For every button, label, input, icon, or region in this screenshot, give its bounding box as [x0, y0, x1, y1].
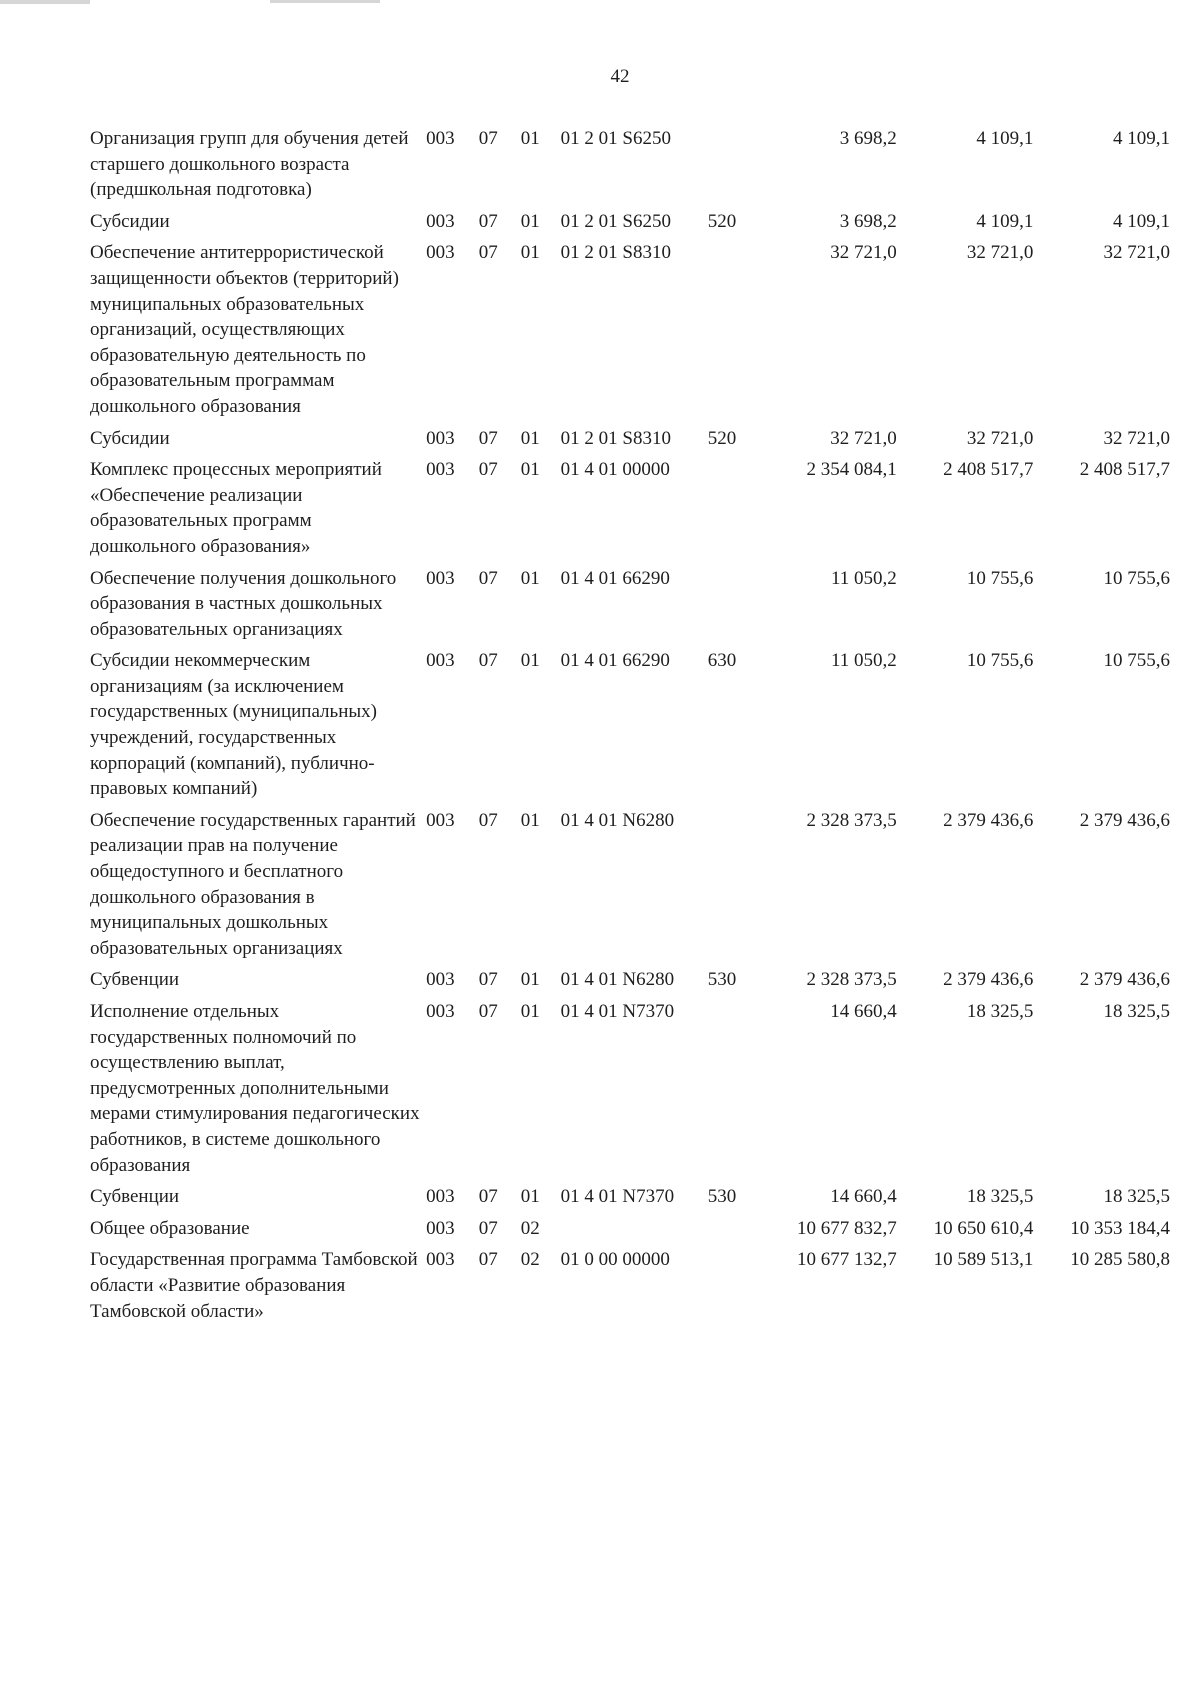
section-code: 07	[478, 1186, 498, 1208]
amount-year-3: 2 379 436,6	[1079, 969, 1170, 991]
section-code: 07	[478, 1217, 498, 1239]
row-name: Организация групп для обучения детей старшего дошкольного возраста (предшкольная подготовка)	[90, 128, 409, 201]
amount-year-3: 10 755,6	[1103, 650, 1170, 672]
amount-year-2: 10 755,6	[966, 650, 1034, 672]
subsection-code: 01	[520, 969, 540, 991]
section-code: 07	[478, 567, 498, 589]
amount-year-2: 2 379 436,6	[943, 809, 1034, 831]
amount-year-2: 4 109,1	[976, 210, 1034, 232]
amount-year-1: 3 698,2	[839, 128, 897, 149]
budget-table-body	[90, 126, 1170, 1330]
amount-year-1: 2 328 373,5	[806, 809, 897, 831]
expense-type-code	[708, 126, 761, 209]
target-article-code: 01 2 01 S6250	[560, 210, 671, 232]
subsection-code: 01	[520, 1186, 540, 1208]
section-code: 07	[478, 242, 498, 264]
table-row	[90, 1184, 1170, 1216]
target-article-code: 01 2 01 S8310	[560, 242, 671, 264]
row-name: Комплекс процессных мероприятий «Обеспечение реализации образовательных программ дошкольного образования»	[90, 459, 382, 557]
target-article-code: 01 4 01 00000	[560, 459, 670, 481]
expense-type-code: 530	[707, 1186, 737, 1208]
amount-year-2: 32 721,0	[966, 242, 1034, 264]
amount-year-1: 3 698,2	[839, 210, 897, 232]
amount-year-1: 2 328 373,5	[806, 969, 897, 991]
section-code: 07	[478, 969, 498, 991]
target-article-code: 01 4 01 N7370	[560, 1001, 675, 1022]
amount-year-3: 10 353 184,4	[1070, 1217, 1170, 1239]
target-article-code: 01 4 01 66290	[560, 650, 670, 672]
section-code: 07	[478, 427, 498, 449]
row-name: Субвенции	[90, 1186, 180, 1208]
amount-year-1: 10 677 132,7	[797, 1249, 897, 1271]
subsection-code: 01	[520, 128, 540, 149]
section-code: 07	[478, 809, 498, 831]
table-row	[90, 648, 1170, 808]
amount-year-3: 32 721,0	[1103, 242, 1170, 264]
amount-year-1: 32 721,0	[830, 242, 897, 264]
expense-type-code	[708, 457, 761, 565]
target-article-code: 01 2 01 S6250	[560, 128, 671, 149]
amount-year-1: 14 660,4	[830, 1186, 897, 1208]
table-row	[90, 1216, 1170, 1248]
amount-year-2: 32 721,0	[966, 427, 1034, 449]
target-article-code: 01 4 01 66290	[560, 567, 670, 589]
ministry-code: 003	[426, 1217, 455, 1239]
amount-year-3: 18 325,5	[1103, 1186, 1170, 1208]
page-number: 42	[610, 66, 630, 87]
table-row	[90, 209, 1170, 241]
amount-year-2: 4 109,1	[976, 128, 1034, 149]
amount-year-3: 18 325,5	[1103, 1001, 1170, 1022]
amount-year-3: 10 755,6	[1103, 567, 1170, 589]
amount-year-3: 2 408 517,7	[1079, 459, 1170, 481]
table-row	[90, 967, 1170, 999]
scan-artifact-top-left	[0, 0, 90, 4]
subsection-code: 02	[520, 1217, 540, 1239]
section-code: 07	[478, 128, 498, 149]
subsection-code: 01	[520, 567, 540, 589]
expense-type-code: 520	[707, 210, 737, 232]
section-code: 07	[478, 459, 498, 481]
row-name: Субвенции	[90, 969, 180, 991]
table-row	[90, 457, 1170, 565]
ministry-code: 003	[426, 128, 455, 149]
amount-year-3: 10 285 580,8	[1070, 1249, 1170, 1271]
subsection-code: 01	[520, 459, 540, 481]
row-name: Общее образование	[90, 1217, 250, 1239]
ministry-code: 003	[426, 969, 455, 991]
row-name: Обеспечение получения дошкольного образования в частных дошкольных образовательных организациях	[90, 567, 397, 640]
ministry-code: 003	[426, 1249, 455, 1271]
amount-year-3: 32 721,0	[1103, 427, 1170, 449]
amount-year-1: 32 721,0	[830, 427, 897, 449]
expense-type-code	[708, 808, 761, 968]
table-row	[90, 240, 1170, 425]
amount-year-2: 10 650 610,4	[933, 1217, 1034, 1239]
amount-year-2: 10 589 513,1	[933, 1249, 1034, 1271]
amount-year-1: 10 677 832,7	[797, 1217, 897, 1239]
row-name: Субсидии	[90, 210, 170, 232]
row-name: Государственная программа Тамбовской области «Развитие образования Тамбовской области»	[90, 1249, 418, 1322]
expense-type-code	[708, 1247, 761, 1330]
subsection-code: 02	[520, 1249, 540, 1271]
target-article-code	[561, 1216, 708, 1248]
table-row	[90, 426, 1170, 458]
ministry-code: 003	[426, 242, 455, 264]
subsection-code: 01	[520, 809, 540, 831]
ministry-code: 003	[426, 809, 455, 831]
ministry-code: 003	[426, 459, 455, 481]
subsection-code: 01	[520, 1001, 540, 1022]
target-article-code: 01 4 01 N7370	[560, 1186, 675, 1208]
amount-year-3: 4 109,1	[1113, 128, 1170, 149]
expense-type-code	[708, 999, 761, 1184]
amount-year-2: 10 755,6	[966, 567, 1034, 589]
section-code: 07	[478, 1001, 498, 1022]
ministry-code: 003	[426, 1186, 455, 1208]
row-name: Обеспечение антитеррористической защищенности объектов (территорий) муниципальных образовательных организаций, осуществляющих образовательную деятельность по образовательным программам дошкольного образования	[90, 242, 399, 417]
amount-year-2: 18 325,5	[966, 1186, 1034, 1208]
subsection-code: 01	[520, 650, 540, 672]
target-article-code: 01 2 01 S8310	[560, 427, 671, 449]
ministry-code: 003	[426, 210, 455, 232]
target-article-code: 01 4 01 N6280	[560, 969, 675, 991]
table-row	[90, 1247, 1170, 1330]
table-row	[90, 566, 1170, 649]
expense-type-code: 630	[707, 650, 737, 672]
amount-year-2: 18 325,5	[966, 1001, 1034, 1022]
row-name: Исполнение отдельных государственных полномочий по осуществлению выплат, предусмотренных дополнительными мерами стимулирования педагогических работников, в системе дошкольного образования	[90, 1001, 420, 1176]
subsection-code: 01	[520, 210, 540, 232]
amount-year-3: 4 109,1	[1113, 210, 1170, 232]
ministry-code: 003	[426, 427, 455, 449]
amount-year-1: 14 660,4	[830, 1001, 897, 1022]
expense-type-code	[708, 1216, 761, 1248]
amount-year-2: 2 408 517,7	[943, 459, 1034, 481]
section-code: 07	[478, 650, 498, 672]
budget-table	[90, 126, 1170, 1330]
section-code: 07	[478, 210, 498, 232]
ministry-code: 003	[426, 650, 455, 672]
amount-year-3: 2 379 436,6	[1079, 809, 1170, 831]
row-name: Обеспечение государственных гарантий реализации прав на получение общедоступного и бесплатного дошкольного образования в муниципальных дошкольных образовательных организациях	[90, 809, 416, 959]
subsection-code: 01	[520, 427, 540, 449]
amount-year-1: 11 050,2	[830, 567, 897, 589]
expense-type-code	[708, 566, 761, 649]
table-row	[90, 808, 1170, 968]
expense-type-code: 520	[707, 427, 737, 449]
table-row	[90, 126, 1170, 209]
target-article-code: 01 0 00 00000	[560, 1249, 670, 1271]
target-article-code: 01 4 01 N6280	[560, 809, 675, 831]
row-name: Субсидии	[90, 427, 170, 449]
section-code: 07	[478, 1249, 498, 1271]
expense-type-code: 530	[707, 969, 737, 991]
ministry-code: 003	[426, 567, 455, 589]
amount-year-1: 2 354 084,1	[806, 459, 897, 481]
row-name: Субсидии некоммерческим организациям (за исключением государственных (муниципальных) учреждений, государственных корпораций (компаний), публично-правовых компаний)	[90, 650, 377, 800]
amount-year-1: 11 050,2	[830, 650, 897, 672]
expense-type-code	[708, 240, 761, 425]
subsection-code: 01	[520, 242, 540, 264]
ministry-code: 003	[426, 1001, 455, 1022]
scan-artifact-top-center	[270, 0, 380, 3]
amount-year-2: 2 379 436,6	[943, 969, 1034, 991]
table-row	[90, 999, 1170, 1184]
